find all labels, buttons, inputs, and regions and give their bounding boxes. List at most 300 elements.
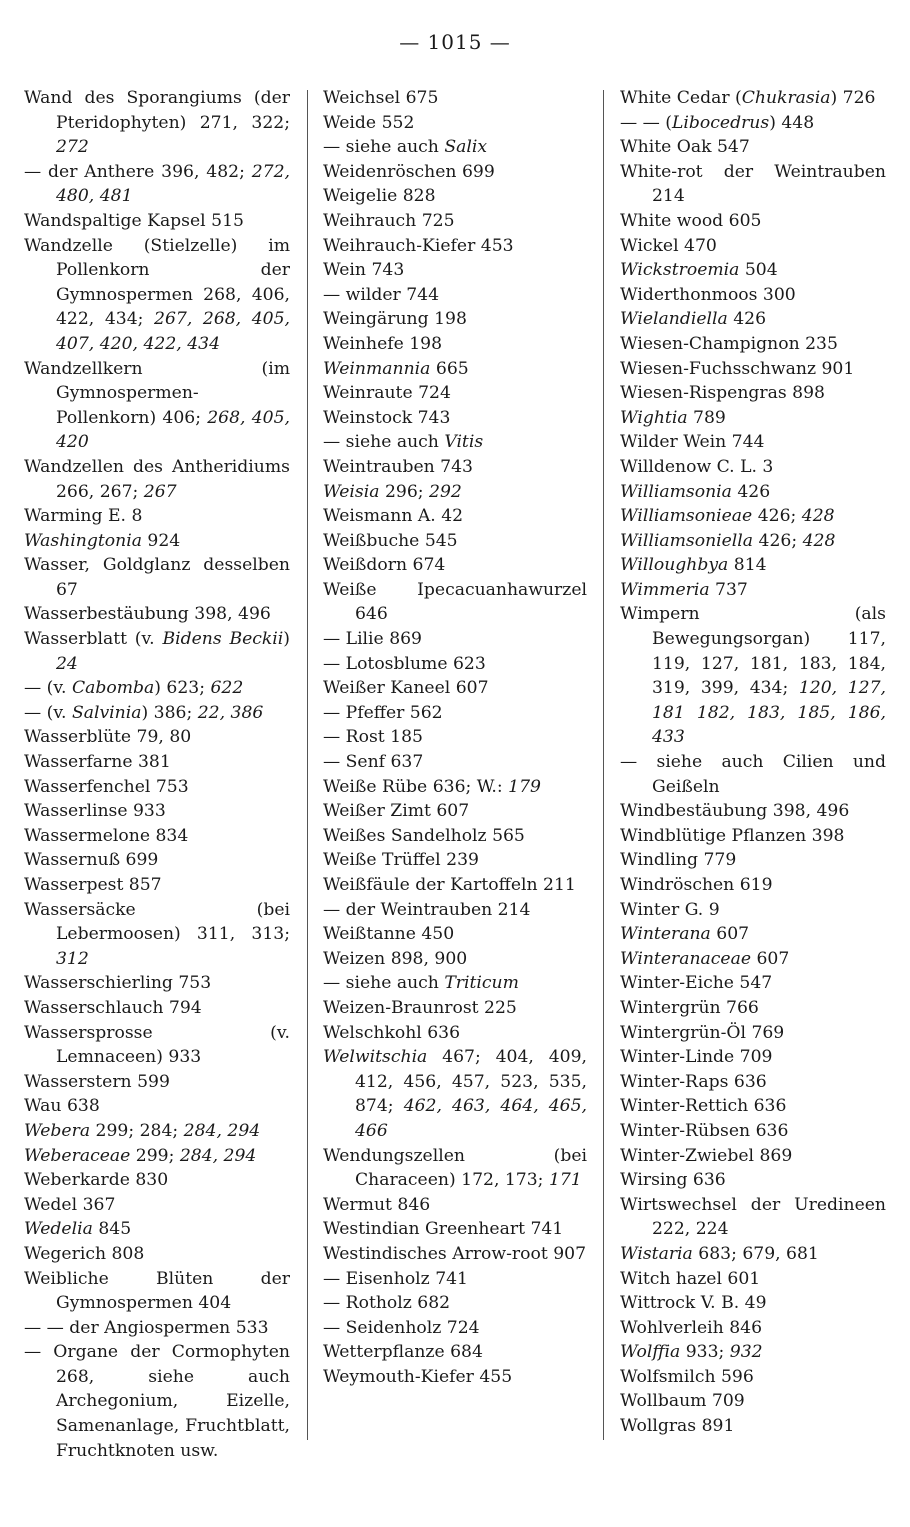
index-entry [323,947,587,972]
entry-segment: Wilder Wein 744 [620,432,765,453]
index-entry [620,996,886,1021]
entry-segment: Williamsoniella [620,530,754,551]
index-entry [620,1365,886,1390]
entry-segment: 933; [680,1342,730,1363]
entry-segment: Weigelie 828 [323,186,436,207]
index-entry [323,258,587,283]
index-entry [323,1144,587,1193]
entry-segment: Weißes Sandelholz 565 [323,825,525,846]
index-entry [620,873,886,898]
entry-segment: 171 [548,1170,582,1191]
entry-segment: Winter-Rettich 636 [620,1096,787,1117]
entry-segment: 665 [430,358,469,379]
index-entry [24,1242,290,1267]
entry-segment: Windbestäubung 398, 496 [620,801,850,822]
entry-segment: 428 [802,530,836,551]
index-entry [24,725,290,750]
index-entry [24,848,290,873]
entry-segment: Wightia [620,407,688,428]
index-entry [24,627,290,676]
index-entry [620,1094,886,1119]
entry-segment: Wandzellkern (im Gymnospermen-Pollenkorn) 406; [24,358,290,428]
index-entry [620,750,886,799]
entry-segment: Windröschen 619 [620,875,773,895]
index-entry [24,750,290,775]
entry-segment: Weinhefe 198 [323,333,443,354]
index-entry [323,406,587,431]
index-entry [323,504,587,529]
index-entry [620,209,886,234]
entry-segment: Wein 743 [323,260,405,281]
index-entry [620,332,886,357]
index-entry [323,480,587,505]
index-entry [323,578,587,627]
entry-segment: 22, 386 [197,702,264,723]
entry-segment: — Senf 637 [323,752,424,773]
entry-segment: 284, 294 [179,1145,257,1166]
entry-segment: Winterana [620,924,711,945]
entry-segment: Weiße Ipecacuanhawurzel 646 [323,579,587,625]
entry-segment: Wasserschlauch 794 [24,997,202,1018]
index-entry [323,898,587,923]
entry-segment: Salix [444,137,488,158]
entry-segment: Weibliche Blüten der Gymnospermen 404 [24,1268,290,1314]
entry-segment: Wimmeria [620,579,710,600]
entry-segment: Winteranaceae [620,948,752,969]
entry-segment: Wasserschierling 753 [24,973,212,994]
entry-segment: Weizen-Braunrost 225 [323,997,517,1018]
entry-segment: Willoughbya [620,555,729,576]
entry-segment: Winter G. 9 [620,899,720,920]
index-entry [323,430,587,455]
index-entry [24,1316,290,1341]
index-entry [620,922,886,947]
entry-segment: Wintergrün 766 [620,997,759,1018]
entry-segment: Winter-Rübsen 636 [620,1120,789,1141]
entry-segment: Weißfäule der Kartoffeln 211 [323,875,576,895]
entry-segment: — siehe auch Cilien und Geißeln [620,752,886,797]
entry-segment: 607 [710,924,750,945]
entry-segment: Washingtonia [24,530,142,551]
entry-segment: Warming E. 8 [24,506,143,527]
entry-segment: Weisia [323,481,380,502]
index-entry [323,529,587,554]
entry-segment: Welschkohl 636 [323,1022,461,1043]
index-entry [24,824,290,849]
entry-segment: 120, 127, 181 182, 183, 185, 186, 433 [652,678,886,748]
entry-segment: Westindisches Arrow-root 907 [323,1243,586,1264]
entry-segment: 428 [801,506,835,527]
entry-segment: — Lotosblume 623 [323,653,486,674]
index-entry [323,1021,587,1046]
index-entry [620,258,886,283]
entry-segment: Wassersäcke (bei Lebermoosen) 311, 313; [24,899,290,945]
entry-segment: Weißdorn 674 [323,555,446,576]
entry-segment: 607 [751,948,790,969]
entry-segment: — (v. [24,678,72,699]
index-entry [24,1193,290,1218]
entry-segment: Winter-Raps 636 [620,1071,767,1092]
index-entry [24,1119,290,1144]
entry-segment: Weymouth-Kiefer 455 [323,1366,513,1387]
entry-segment: 426; [752,506,802,527]
index-entry [620,1242,886,1267]
entry-segment: 179 [508,776,541,797]
entry-segment: Williamsonieae [620,506,753,527]
entry-segment: Weinmannia [323,358,431,379]
index-entry [24,775,290,800]
index-entry [323,824,587,849]
index-entry [24,1267,290,1316]
entry-segment: — — der Angiospermen 533 [24,1317,269,1338]
index-entry [620,234,886,259]
entry-segment: — Rotholz 682 [323,1293,451,1314]
entry-segment: Wolfsmilch 596 [620,1366,754,1387]
entry-segment: Wasserpest 857 [24,875,162,895]
entry-segment: ) 726 [830,88,876,108]
entry-segment: Willdenow C. L. 3 [620,456,774,477]
entry-segment: Wolffia [620,1342,681,1363]
index-entry [323,283,587,308]
index-entry [620,357,886,382]
index-entry [620,1389,886,1414]
entry-segment: Williamsonia [620,481,732,502]
entry-segment: Wollgras 891 [620,1416,735,1437]
entry-segment: 299; [130,1145,180,1166]
entry-segment: Wickstroemia [620,260,740,281]
index-entry [620,283,886,308]
entry-segment: Weingärung 198 [323,309,467,330]
entry-segment: Triticum [444,973,519,994]
index-entry [620,430,886,455]
index-entry [620,824,886,849]
index-entry [24,701,290,726]
entry-segment: 845 [92,1219,132,1240]
index-entry [323,1045,587,1143]
entry-segment: Weiße Trüffel 239 [323,850,479,871]
entry-segment: Weintrauben 743 [323,456,473,477]
entry-segment: Weinstock 743 [323,407,451,428]
index-entry [323,307,587,332]
entry-segment: Wand des Sporangiums (der Pteridophyten) 271, 322; [24,88,290,133]
entry-segment: 814 [728,555,767,576]
index-entry [620,455,886,480]
entry-segment: — der Anthere 396, 482; [24,161,252,182]
entry-segment: Windling 779 [620,850,737,871]
index-entry [24,209,290,234]
entry-segment: Wedel 367 [24,1194,116,1215]
entry-segment: 272 [56,137,89,158]
index-entry [323,1316,587,1341]
index-entry [323,1340,587,1365]
entry-segment: Chukrasia [741,88,831,108]
entry-segment: Winter-Eiche 547 [620,973,773,994]
index-entry [620,529,886,554]
entry-segment: 426 [727,309,767,330]
entry-segment: Wiesen-Rispengras 898 [620,383,825,404]
entry-segment: Weinraute 724 [323,383,451,404]
entry-segment: Wiesen-Fuchsschwanz 901 [620,358,855,379]
entry-segment: 924 [141,530,181,551]
entry-segment: 299; 284; [90,1120,184,1141]
index-entry [323,971,587,996]
entry-segment: — wilder 744 [323,284,440,305]
index-entry [323,996,587,1021]
index-entry [323,725,587,750]
index-entry [620,1144,886,1169]
index-entry [323,381,587,406]
index-entry [620,307,886,332]
entry-segment: Weißtanne 450 [323,924,455,945]
index-entry [620,1070,886,1095]
entry-segment: 292 [429,481,462,502]
index-entry [323,553,587,578]
index-entry [24,160,290,209]
index-entry [24,971,290,996]
index-entry [620,578,886,603]
entry-segment: Cabomba [71,678,155,699]
entry-segment: — Organe der Cormophyten 268, siehe auch Archegonium, Eizelle, Samenanlage, Fruchtblatt, Fruchtknoten usw. [24,1342,290,1461]
index-entry [24,1144,290,1169]
entry-segment: Windblütige Pflanzen 398 [620,825,845,846]
index-entry [620,898,886,923]
entry-segment: Witch hazel 601 [620,1268,761,1289]
column-divider [603,90,604,1440]
entry-segment: Wassernuß 699 [24,850,159,871]
index-entry [620,1021,886,1046]
index-entry [620,111,886,136]
index-entry [24,1070,290,1095]
index-column-2 [323,86,587,1389]
entry-segment: — der Weintrauben 214 [323,899,531,920]
index-entry [323,799,587,824]
entry-segment: Wassersprosse (v. Lemnaceen) 933 [24,1022,290,1068]
index-entry [620,1168,886,1193]
entry-segment: Welwitschia [323,1047,428,1068]
entry-segment: Westindian Greenheart 741 [323,1219,564,1240]
entry-segment: 467; 404, 409, 412, 456, 457, 523, 535, 874; [355,1047,587,1117]
index-entry [24,86,290,160]
entry-segment: — (v. [24,702,72,723]
index-entry [323,234,587,259]
entry-segment: Libocedrus [672,112,770,133]
index-entry [620,1340,886,1365]
index-entry [620,947,886,972]
index-entry [620,160,886,209]
index-entry [620,1291,886,1316]
entry-segment: — — ( [620,112,673,133]
entry-segment: Wetterpflanze 684 [323,1342,483,1363]
entry-segment: Weißer Zimt 607 [323,801,470,822]
index-entry [620,504,886,529]
index-entry [323,1193,587,1218]
index-entry [620,848,886,873]
entry-segment: 24 [56,653,78,674]
index-entry [323,1217,587,1242]
index-entry [620,1316,886,1341]
index-entry [620,1045,886,1070]
entry-segment: 932 [729,1342,763,1363]
entry-segment: White Cedar ( [620,88,742,108]
index-column-1 [24,86,290,1463]
entry-segment: Weismann A. 42 [323,506,464,527]
entry-segment: Wandzelle (Stielzelle) im Pollenkorn der Gymnospermen 268, 406, 422, 434; [24,235,290,330]
entry-segment: 267, 268, 405, 407, 420, 422, 434 [56,309,290,354]
entry-segment: — Pfeffer 562 [323,702,443,723]
index-entry [24,1021,290,1070]
entry-segment: Wistaria [620,1243,693,1264]
index-entry [620,1414,886,1439]
index-entry [24,529,290,554]
entry-segment: 737 [709,579,748,600]
entry-segment: — Lilie 869 [323,629,422,650]
entry-segment: Webera [24,1120,91,1141]
entry-segment: 789 [687,407,726,428]
index-entry [620,1119,886,1144]
index-entry [24,553,290,602]
index-entry [620,480,886,505]
index-entry [323,160,587,185]
index-entry [323,111,587,136]
entry-segment: Weißer Kaneel 607 [323,678,489,699]
index-entry [620,135,886,160]
entry-segment: Wirsing 636 [620,1170,726,1191]
entry-segment: White wood 605 [620,210,762,231]
entry-segment: 296; [379,481,430,502]
entry-segment: Weide 552 [323,112,415,133]
entry-segment: Wasserlinse 933 [24,801,166,822]
index-entry [323,86,587,111]
index-entry [620,1267,886,1292]
entry-segment: 622 [210,678,244,699]
entry-segment: Wendungszellen (bei Characeen) 172, 173; [323,1145,587,1191]
index-entry [24,1340,290,1463]
entry-segment: Wimpern (als Bewegungsorgan) 117, 119, 127, 181, 183, 184, 319, 399, 434; [620,604,886,699]
entry-segment: ) 448 [769,112,815,133]
index-entry [24,676,290,701]
index-entry [323,750,587,775]
index-entry [323,1267,587,1292]
entry-segment: Widerthonmoos 300 [620,284,796,305]
index-entry [620,1193,886,1242]
entry-segment: Wintergrün-Öl 769 [620,1022,785,1043]
entry-segment: Wedelia [24,1219,93,1240]
entry-segment: Wasserbestäubung 398, 496 [24,604,271,625]
entry-segment: Wasserfarne 381 [24,752,171,773]
index-entry [323,357,587,382]
index-entry [24,455,290,504]
index-entry [323,209,587,234]
entry-segment: ) 623; [154,678,211,699]
index-entry [24,1094,290,1119]
entry-segment: — siehe auch [323,137,445,158]
index-entry [24,504,290,529]
index-entry [323,1291,587,1316]
entry-segment: Weberaceae [24,1145,131,1166]
index-entry [620,406,886,431]
entry-segment: Weichsel 675 [323,88,439,108]
index-entry [620,86,886,111]
entry-segment: Wegerich 808 [24,1243,145,1264]
index-entry [24,602,290,627]
index-entry [323,135,587,160]
entry-segment: — Seidenholz 724 [323,1317,480,1338]
entry-segment: Wandzellen des Antheridiums 266, 267; [24,456,290,502]
entry-segment: Wasserstern 599 [24,1071,170,1092]
index-entry [323,848,587,873]
index-entry [323,676,587,701]
entry-segment: Wollbaum 709 [620,1391,745,1412]
index-entry [24,234,290,357]
index-column-3 [620,86,886,1439]
entry-segment: Weidenröschen 699 [323,161,495,182]
entry-segment: Weiße Rübe 636; W.: [323,776,509,797]
page-number: — 1015 — [399,30,511,54]
index-entry [323,701,587,726]
index-entry [24,1217,290,1242]
entry-segment: — Eisenholz 741 [323,1268,468,1289]
entry-segment: 268, 405, 420 [56,407,290,453]
entry-segment: Wittrock V. B. 49 [620,1293,767,1314]
entry-segment: Wirtswechsel der Uredineen 222, 224 [620,1194,886,1240]
index-entry [620,799,886,824]
index-entry [323,775,587,800]
entry-segment: Bidens Beckii [162,629,284,650]
entry-segment: 504 [739,260,778,281]
index-entry [323,922,587,947]
entry-segment: Wiesen-Champignon 235 [620,333,838,354]
entry-segment: Wasserblatt (v. [24,629,163,650]
index-entry [323,873,587,898]
entry-segment: 312 [56,948,89,969]
entry-segment: Winter-Zwiebel 869 [620,1145,793,1166]
entry-segment: Winter-Linde 709 [620,1047,773,1068]
entry-segment: — Rost 185 [323,727,423,748]
entry-segment: Vitis [444,432,484,453]
entry-segment: Wassermelone 834 [24,825,189,846]
entry-segment: Wasser, Goldglanz desselben 67 [24,555,290,600]
entry-segment: Weihrauch-Kiefer 453 [323,235,514,256]
entry-segment: ) [283,629,290,650]
entry-segment: Wandspaltige Kapsel 515 [24,210,244,231]
entry-segment: 272, 480, 481 [56,161,290,207]
entry-segment: 683; 679, 681 [692,1243,819,1264]
index-entry [24,996,290,1021]
entry-segment: Wohlverleih 846 [620,1317,763,1338]
entry-segment: 267 [143,481,177,502]
index-entry [24,873,290,898]
entry-segment: Wau 638 [24,1096,100,1117]
index-entry [323,1242,587,1267]
entry-segment: Wermut 846 [323,1194,431,1215]
index-entry [323,627,587,652]
entry-segment: Salvinia [71,702,142,723]
index-entry [323,184,587,209]
entry-segment: 426; [753,530,803,551]
index-entry [323,1365,587,1390]
index-entry [620,971,886,996]
index-entry [620,602,886,750]
entry-segment: Wickel 470 [620,235,717,256]
entry-segment: Weberkarde 830 [24,1170,169,1191]
entry-segment: 284, 294 [183,1120,261,1141]
entry-segment: Weihrauch 725 [323,210,455,231]
index-entry [620,381,886,406]
entry-segment: — siehe auch [323,973,445,994]
column-divider [307,90,308,1440]
entry-segment: Wielandiella [620,309,728,330]
entry-segment: Weißbuche 545 [323,530,458,551]
